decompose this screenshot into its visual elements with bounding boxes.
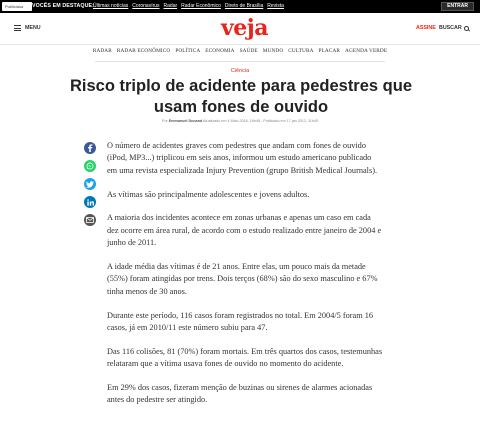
nav-item-agenda-verde[interactable]: AGENDA VERDE (345, 48, 388, 54)
article-byline (0, 119, 480, 123)
menu-label: MENU (25, 25, 41, 31)
nav-item-radar-economico[interactable]: RADAR ECONÔMICO (116, 48, 171, 54)
nav-item-economia[interactable]: ECONOMIA (205, 48, 235, 54)
site-header (0, 13, 480, 45)
linkedin-icon[interactable] (84, 196, 96, 208)
ad-badge: Publiciasa (2, 2, 32, 11)
topbar-link-radar[interactable]: Radar (163, 3, 178, 9)
search-icon (464, 26, 469, 31)
search-label: BUSCAR (439, 25, 462, 31)
article-body (107, 140, 383, 418)
highlights-links (93, 3, 284, 9)
share-bar (84, 142, 96, 226)
article-paragraph: A idade média das vítimas é de 21 anos. Entre elas, um pouco mais da metade (55%) foram atingidas por trens. Dois terços (68%) são do sexo masculino e 67% tinha menos de 30 anos. (107, 262, 378, 296)
byline-dates: Atualizado em 4 Maio 2016, 16h48 - Publicado em 17 jan 2012, 11h40 (203, 119, 318, 123)
twitter-icon[interactable] (84, 178, 96, 190)
article-paragraph: Durante este período, 116 casos foram registrados no total. Em 2004/5 foram 16 casos, já em 2010/11 este número subiu para 47. (107, 310, 374, 333)
article-paragraph: Em 29% dos casos, fizeram menção de buzinas ou sirenes de alarmes acionadas antes do pedestre ser atingido. (107, 383, 373, 405)
subscribe-link[interactable]: ASSINE (416, 25, 436, 31)
author-name[interactable]: Emmanuel Dunand (168, 119, 203, 123)
topbar-link-revista[interactable]: Revista (267, 3, 284, 9)
nav-item-politica[interactable]: POLÍTICA (175, 48, 201, 54)
site-logo[interactable]: veja (221, 15, 268, 41)
topbar-link-radar-economico[interactable]: Radar Econômico (181, 3, 221, 9)
nav-item-cultura[interactable]: CULTURA (288, 48, 314, 54)
topbar-link-coronavirus[interactable]: Coronavírus (132, 3, 160, 9)
facebook-icon[interactable] (84, 142, 96, 154)
article-category[interactable]: Ciência (230, 68, 250, 74)
highlights-label: VOCÊS EM DESTAQUE: (32, 3, 95, 9)
article-paragraph: Das 116 colisões, 81 (70%) foram mortais. Em três quartos dos casos, testemunhas relataram que a vítima usava fones de ouvido no momento do acidente. (107, 346, 383, 369)
byline-prefix: Por (162, 119, 168, 123)
nav-item-saude[interactable]: SAÚDE (239, 48, 258, 54)
whatsapp-icon[interactable] (84, 160, 96, 172)
email-icon[interactable] (84, 214, 96, 226)
hamburger-icon (14, 25, 21, 31)
login-button[interactable]: ENTRAR (441, 2, 474, 11)
article-title: Risco triplo de acidente para pedestres que usam fones de ouvido (69, 77, 413, 116)
nav-item-placar[interactable]: PLACAR (318, 48, 341, 54)
topbar-link-latest[interactable]: Últimas notícias (93, 3, 129, 9)
topbar-link-direto-brasilia[interactable]: Direto de Brasília (224, 3, 264, 9)
article-paragraph: A maioria dos incidentes acontece em zonas urbanas e apenas um caso em cada dez ocorre em área rural, de acordo com o estudo realizado entre janeiro de 2004 e junho de 2011. (107, 213, 382, 248)
nav-item-mundo[interactable]: MUNDO (262, 48, 284, 54)
menu-button[interactable] (14, 25, 41, 31)
section-nav (0, 45, 480, 57)
top-bar (0, 0, 480, 13)
nav-item-radar[interactable]: RADAR (92, 48, 112, 54)
article-paragraph: O número de acidentes graves com pedestres que andam com fones de ouvido (iPod, MP3...) triplicou em seis anos, informou um estudo americano publicado em uma revista especializada Injury Prevention (grupo British Medical Journals). (107, 141, 378, 175)
search-button[interactable] (439, 25, 469, 31)
nav-divider (95, 61, 385, 62)
article-paragraph: As vítimas são principalmente adolescentes e jovens adultos. (107, 189, 310, 199)
